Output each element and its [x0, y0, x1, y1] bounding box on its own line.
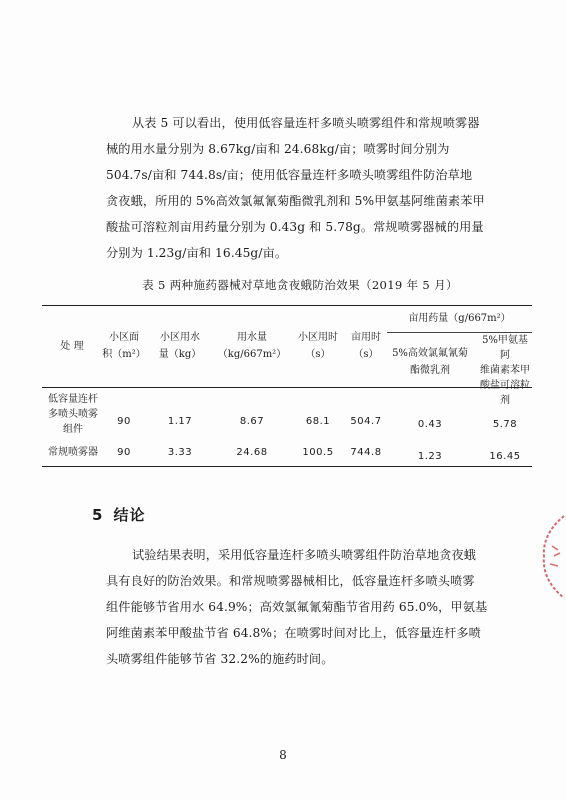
header-plot-area	[100, 329, 148, 363]
header-line: 5%甲氨基阿	[482, 335, 528, 361]
row1-drug1: 0.43	[417, 419, 443, 430]
row1-plot-time: 68.1	[305, 416, 331, 427]
paragraph-results	[106, 110, 506, 266]
header-plot-water	[152, 329, 208, 363]
header-drug2	[478, 333, 532, 408]
paragraph-line: 头喷雾组件能够节省 32.2%的施药时间。	[106, 652, 334, 666]
row1-plot-area: 90	[117, 416, 131, 427]
paragraph-line: 具有良好的防治效果。和常规喷雾器械相比，低容量连杆多喷头喷雾	[106, 574, 475, 588]
header-line: 酸盐可溶粒	[480, 380, 530, 391]
header-mu-time	[342, 329, 390, 363]
results-table	[42, 305, 532, 467]
paragraph-conclusion	[106, 542, 506, 672]
header-line: 用水量	[237, 332, 267, 343]
table-header-rule	[42, 387, 532, 388]
table-caption: 表 5 两种施药器械对草地贪夜蛾防治效果（2019 年 5 月）	[142, 278, 458, 292]
paragraph-line: 酸盐可溶粒剂亩用药量分别为 0.43g 和 5.78g。常规喷雾器械的用量	[106, 220, 484, 234]
header-line: 剂	[500, 395, 510, 406]
paragraph-line: 阿维菌素苯甲酸盐节省 64.8%；在喷雾时间对比上，低容量连杆多喷	[106, 626, 481, 640]
page-number: 8	[279, 748, 287, 762]
row2-plot-time: 100.5	[302, 447, 334, 458]
header-line: 小区用时	[298, 332, 338, 343]
header-line: （kg/667m²）	[217, 349, 287, 360]
treatment-line: 低容量连杆	[48, 394, 98, 405]
header-drug1	[390, 345, 470, 379]
section-heading	[92, 504, 155, 525]
section-title: 结论	[113, 506, 146, 524]
header-line: 量（kg）	[158, 349, 202, 360]
row1-plot-water: 1.17	[167, 416, 193, 427]
header-water-usage	[214, 329, 290, 363]
header-line: 亩用时	[351, 332, 381, 343]
header-line: 小区面	[109, 332, 139, 343]
header-line: 维菌素苯甲	[480, 365, 530, 376]
header-treatment: 处 理	[60, 341, 84, 352]
row1-drug2: 5.78	[492, 419, 518, 430]
row1-water-usage: 8.67	[239, 416, 265, 427]
header-line: 酯微乳剂	[410, 365, 450, 376]
row2-plot-area: 90	[117, 447, 131, 458]
row1-treatment	[42, 392, 104, 437]
header-line: （s）	[353, 349, 379, 360]
header-plot-time	[290, 329, 346, 363]
header-line: 积（m²）	[102, 349, 146, 360]
row1-mu-time: 504.7	[350, 416, 382, 427]
red-seal-stamp	[534, 512, 566, 602]
row2-drug1: 1.23	[417, 451, 443, 462]
paragraph-line: 械的用水量分别为 8.67kg/亩和 24.68kg/亩；喷雾时间分别为	[106, 142, 450, 156]
header-dosage-group: 亩用药量（g/667m²）	[408, 313, 511, 324]
row2-drug2: 16.45	[489, 451, 521, 462]
header-line: 5%高效氯氟氰菊	[392, 348, 468, 359]
paragraph-line: 贪夜蛾，所用的 5%高效氯氟氰菊酯微乳剂和 5%甲氨基阿维菌素苯甲	[106, 194, 485, 208]
treatment-line: 常规喷雾器	[48, 447, 98, 458]
section-number: 5	[92, 506, 104, 524]
row2-mu-time: 744.8	[350, 447, 382, 458]
treatment-line: 多喷头喷雾	[48, 409, 98, 420]
row2-plot-water: 3.33	[167, 447, 193, 458]
row2-treatment	[42, 445, 104, 460]
paragraph-line: 试验结果表明，采用低容量连杆多喷头喷雾组件防治草地贪夜蛾	[132, 548, 477, 562]
paragraph-line: 504.7s/亩和 744.8s/亩；使用低容量连杆多喷头喷雾组件防治草地	[106, 168, 473, 182]
header-line: 小区用水	[160, 332, 200, 343]
paragraph-line: 从表 5 可以看出，使用低容量连杆多喷头喷雾组件和常规喷雾器	[132, 116, 480, 130]
paragraph-line: 组件能够节省用水 64.9%；高效氯氟氰菊酯节省用药 65.0%，甲氨基	[106, 600, 488, 614]
row2-water-usage: 24.68	[236, 447, 268, 458]
treatment-line: 组件	[63, 424, 83, 435]
table-top-rule	[42, 305, 532, 306]
header-line: （s）	[305, 349, 331, 360]
table-bottom-rule	[42, 466, 532, 467]
paragraph-line: 分别为 1.23g/亩和 16.45g/亩。	[106, 246, 288, 260]
